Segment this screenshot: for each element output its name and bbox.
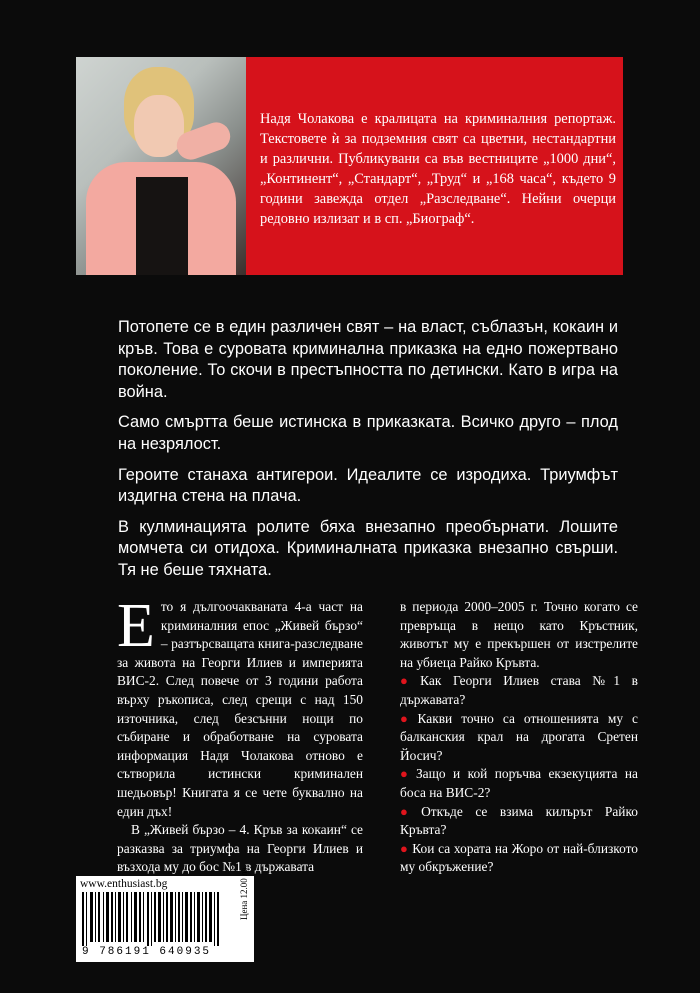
description-paragraph: Ето я дългоочакваната 4-а част на криминалния епос „Живей бързо“ – разтърсващата книга-разследване за живота на Георги Илиев и империята ВИС-2. След повече от 3 години работа върху ръкописа, след срещи с над 150 източника, след безсънни нощи по събиране и обработване на суровата информация Надя Чолакова отново е сътворила истински криминален шедьовър! Книгата я се чете буквално на един дъх! — [117, 592, 363, 819]
blurb-paragraph: Потопете се в един различен свят – на власт, съблазън, кокаин и кръв. Това е суровата криминална приказка на едно пожертвано поколение. То скочи в престъпността по детински. Като в игра на война. — [118, 318, 618, 401]
blurb — [118, 317, 618, 591]
bullet-icon: ● — [400, 766, 412, 782]
description-right-column — [400, 598, 638, 877]
drop-cap: Е — [117, 592, 155, 660]
list-item: ● Как Георги Илиев става №1 в държавата? — [400, 673, 638, 707]
bullet-icon: ● — [400, 710, 414, 726]
description-paragraph: в периода 2000–2005 г. Точно когато се превръща в нещо като Кръстник, животът му е прекършен от изстрелите на убиеца Райко Кръвта. — [400, 599, 638, 670]
bullet-icon: ● — [400, 803, 418, 819]
price-label: Цена 12.00 лв. — [239, 864, 249, 920]
description-paragraph: В „Живей бързо – 4. Кръв за кокаин“ се разказва за триумфа на Георги Илиев и възхода му до бос №1 в държавата — [117, 822, 363, 875]
blurb-paragraph: В кулминацията ролите бяха внезапно преобърнати. Лошите момчета си отидоха. Криминалната приказка внезапно свърши. Тя не беше тяхната. — [118, 517, 618, 579]
list-item: ● Какви точно са отношенията му с балканския крал на дрогата Сретен Йосич? — [400, 710, 639, 763]
bullet-icon: ● — [400, 840, 409, 856]
barcode-icon — [80, 892, 232, 946]
author-box — [76, 57, 623, 275]
isbn-number: 9 786191 640935 — [82, 946, 212, 958]
author-photo — [76, 57, 246, 275]
question-list — [400, 672, 638, 877]
list-item: ● Откъде се взима килърът Райко Кръвта? — [400, 803, 638, 838]
list-item: ● Кои са хората на Жоро от най-близкото му обкръжение? — [400, 840, 639, 875]
list-item: ● Защо и кой поръчва екзекуцията на боса на ВИС-2? — [400, 766, 638, 800]
barcode-block — [76, 864, 254, 962]
blurb-paragraph: Героите станаха антигерои. Идеалите се изродиха. Триумфът издигна стена на плача. — [118, 465, 618, 506]
blurb-paragraph: Само смъртта беше истинска в приказката. Всичко друго – плод на незрялост. — [118, 413, 618, 453]
publisher-url: www.enthusiast.bg — [80, 878, 168, 890]
bullet-icon: ● — [400, 673, 417, 689]
author-bio: Надя Чолакова е кралицата на криминалния репортаж. Текстовете ѝ за подземния свят са цветни, нестандартни и различни. Публикувани са във вестниците „1000 дни“, „Континент“, „Стандарт“, „Труд“ и „168 часа“, където 9 години завежда отдел „Разследване“. Нейни очерци редовно излизат и в сп. „Биограф“. — [260, 111, 616, 227]
description-left-column — [117, 592, 363, 877]
